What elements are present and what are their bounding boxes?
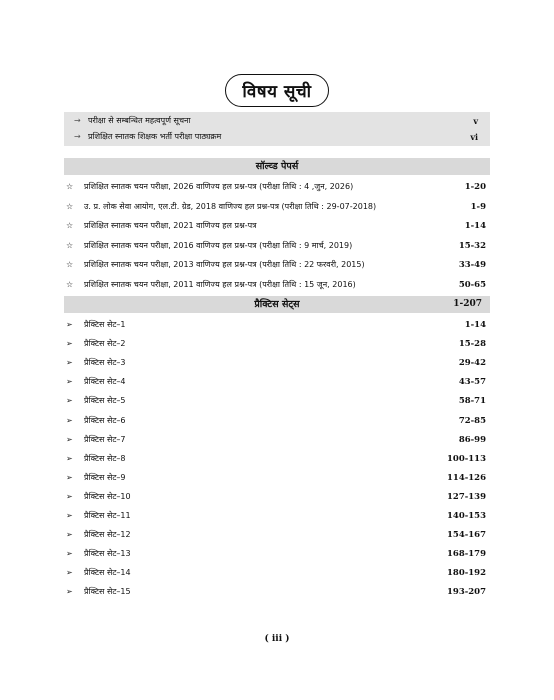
list-item (64, 258, 490, 272)
list-item-text: प्रैक्टिस सेट–12 (84, 530, 131, 540)
list-item-text: प्रैक्टिस सेट–10 (84, 491, 131, 501)
list-item (64, 318, 490, 332)
list-item (64, 509, 490, 523)
list-item (64, 452, 490, 466)
arrowhead-icon: ➢ (66, 415, 73, 425)
list-item-text: उ. प्र. लोक सेवा आयोग, एल.टी. ग्रेड, 2018 वाणिज्य हल प्रश्न-पत्र (परीक्षा तिथि : 29-07-2018) (84, 201, 377, 211)
title-wrap (0, 74, 554, 107)
list-item (64, 278, 490, 292)
list-item-text: प्रैक्टिस सेट–14 (84, 568, 131, 578)
arrowhead-icon: ➢ (66, 358, 73, 368)
list-item (64, 356, 490, 370)
list-item-page: 193-207 (446, 587, 486, 598)
list-item-page: 86-99 (458, 434, 486, 445)
star-outline-icon: ☆ (66, 182, 74, 191)
arrow-right-icon: → (74, 132, 81, 141)
arrowhead-icon: ➢ (66, 472, 73, 482)
list-item (64, 433, 490, 447)
list-item-page: 114-126 (446, 472, 486, 483)
star-outline-icon: ☆ (66, 240, 74, 250)
list-item-text: प्रैक्टिस सेट–9 (84, 472, 126, 482)
arrowhead-icon: ➢ (66, 396, 73, 406)
arrowhead-icon: ➢ (66, 491, 73, 501)
list-item-text: प्रैक्टिस सेट–6 (84, 415, 126, 425)
page-title: विषय सूची (225, 74, 328, 107)
list-item (64, 375, 490, 389)
list-item-text: प्रशिक्षित स्नातक चयन परीक्षा, 2016 वाणिज्य हल प्रश्न-पत्र (परीक्षा तिथि : 9 मार्च, 2019) (84, 240, 353, 250)
list-item-page: 180-192 (446, 568, 486, 579)
list-item-page: 100-113 (446, 453, 486, 464)
list-item-page: 140-153 (446, 511, 486, 521)
list-item-page: 15-28 (458, 339, 486, 350)
list-item (64, 239, 490, 253)
list-item (64, 180, 490, 194)
section-title: सॉल्व्ड पेपर्स (255, 161, 299, 172)
arrowhead-icon: ➢ (66, 453, 73, 463)
list-item-text: प्रैक्टिस सेट–15 (84, 587, 131, 597)
arrow-right-icon: → (74, 116, 81, 125)
list-item-text: प्रैक्टिस सेट–5 (84, 396, 126, 406)
arrowhead-icon: ➢ (66, 587, 73, 597)
list-item-page: 1-14 (464, 221, 486, 231)
list-item-page: 50-65 (458, 279, 486, 290)
page-number: ( iii ) (264, 634, 290, 644)
star-outline-icon: ☆ (66, 221, 74, 230)
list-item-text: प्रैक्टिस सेट–3 (84, 358, 126, 368)
list-item-text: प्रशिक्षित स्नातक चयन परीक्षा, 2013 वाणिज्य हल प्रश्न-पत्र (परीक्षा तिथि : 22 फरवरी, 2015) (84, 260, 365, 269)
section-title: प्रैक्टिस सेट्स (254, 299, 300, 310)
list-item-page: 168-179 (446, 549, 486, 560)
list-item (64, 337, 490, 351)
list-item (64, 471, 490, 485)
info-page: vi (470, 132, 478, 142)
list-item-text: प्रैक्टिस सेट–2 (84, 339, 126, 349)
list-item-page: 29-42 (458, 358, 486, 369)
list-item-text: प्रशिक्षित स्नातक चयन परीक्षा, 2021 वाणिज्य हल प्रश्न-पत्र (84, 221, 257, 230)
arrowhead-icon: ➢ (66, 530, 73, 540)
arrowhead-icon: ➢ (66, 339, 73, 349)
arrowhead-icon: ➢ (66, 568, 73, 578)
list-item (64, 394, 490, 408)
star-outline-icon: ☆ (66, 201, 74, 211)
list-item-text: प्रैक्टिस सेट–8 (84, 453, 126, 463)
star-outline-icon: ☆ (66, 279, 74, 289)
list-item-page: 58-71 (458, 396, 486, 407)
list-item-text: प्रशिक्षित स्नातक चयन परीक्षा, 2011 वाणिज्य हल प्रश्न-पत्र (परीक्षा तिथि : 15 जून, 2016) (84, 279, 356, 289)
list-item-page: 154-167 (446, 530, 486, 541)
list-item (64, 585, 490, 599)
info-page: v (473, 116, 478, 126)
practice-sets-heading (64, 296, 490, 313)
list-item-text: प्रैक्टिस सेट–13 (84, 549, 131, 559)
list-item-text: प्रैक्टिस सेट–1 (84, 320, 126, 329)
list-item-page: 1-14 (464, 320, 486, 330)
list-item (64, 200, 490, 214)
list-item-page: 15-32 (458, 240, 486, 251)
list-item (64, 414, 490, 428)
list-item-text: प्रैक्टिस सेट–7 (84, 434, 126, 444)
solved-papers-heading (64, 158, 490, 175)
arrowhead-icon: ➢ (66, 377, 73, 387)
star-outline-icon: ☆ (66, 260, 74, 269)
list-item (64, 490, 490, 504)
list-item-page: 1-20 (464, 182, 486, 192)
info-text: परीक्षा से सम्बन्धित महत्वपूर्ण सूचना (88, 116, 191, 125)
list-item-text: प्रैक्टिस सेट–4 (84, 377, 126, 387)
info-row (64, 113, 490, 129)
list-item-text: प्रैक्टिस सेट–11 (84, 511, 131, 520)
list-item-text: प्रशिक्षित स्नातक चयन परीक्षा, 2026 वाणिज्य हल प्रश्न-पत्र (परीक्षा तिथि : 4 ,जुन, 2026) (84, 182, 354, 191)
info-row (64, 129, 490, 145)
list-item (64, 528, 490, 542)
list-item (64, 219, 490, 233)
list-item-page: 1-9 (470, 201, 486, 212)
section-range: 1-207 (453, 299, 482, 309)
arrowhead-icon: ➢ (66, 549, 73, 559)
list-item (64, 566, 490, 580)
list-item-page: 43-57 (458, 377, 486, 388)
arrowhead-icon: ➢ (66, 434, 73, 444)
list-item-page: 72-85 (458, 415, 486, 426)
arrowhead-icon: ➢ (66, 511, 73, 520)
info-text: प्रशिक्षित स्नातक शिक्षक भर्ती परीक्षा पाठ्यक्रम (88, 132, 222, 141)
arrowhead-icon: ➢ (66, 320, 73, 329)
list-item-page: 127-139 (446, 491, 486, 502)
list-item (64, 547, 490, 561)
list-item-page: 33-49 (458, 260, 486, 270)
